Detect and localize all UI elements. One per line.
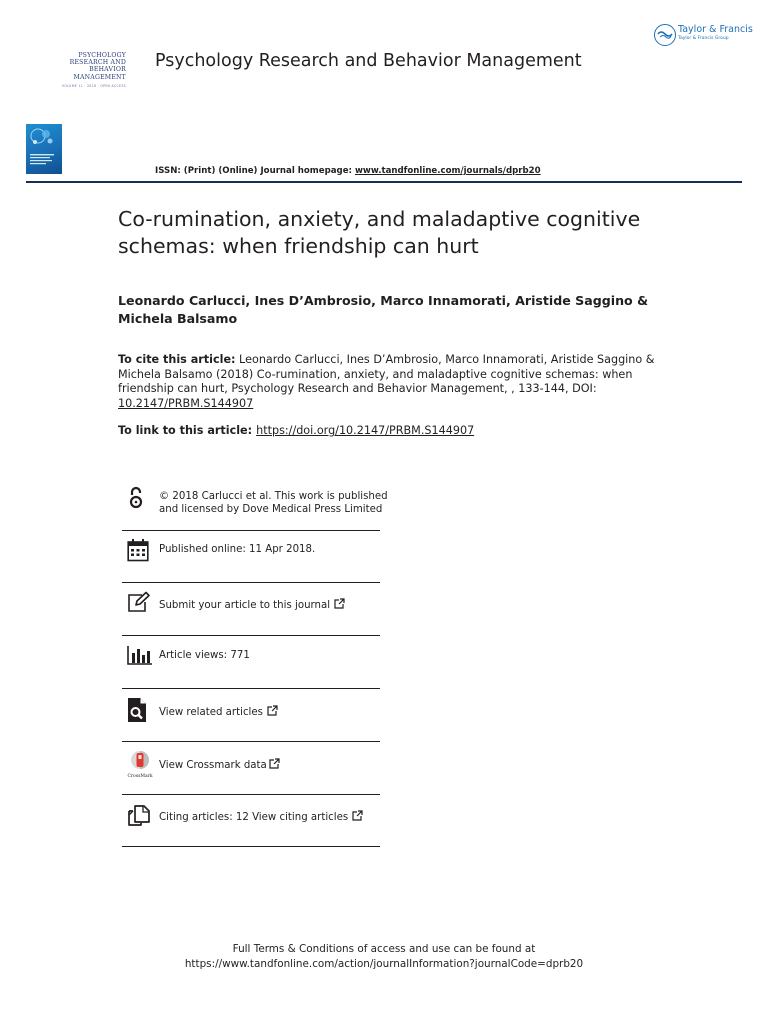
crossmark-logo-text: CrossMark bbox=[127, 774, 153, 779]
issn-line bbox=[155, 166, 541, 176]
meta-divider bbox=[122, 846, 380, 847]
terms-footer bbox=[0, 942, 768, 972]
publisher-group: Taylor & Francis Group bbox=[678, 36, 729, 41]
meta-divider bbox=[122, 582, 380, 583]
citation-doi-link[interactable]: 10.2147/PRBM.S144907 bbox=[118, 396, 254, 410]
article-link-block bbox=[118, 424, 474, 438]
journal-logo-line-3: BEHAVIOR bbox=[89, 66, 126, 74]
crossmark-item[interactable] bbox=[122, 747, 380, 793]
citation-text: Leonardo Carlucci, Ines D’Ambrosio, Marco Innamorati, Aristide Saggino & Michela Balsamo (2018) Co-rumination, anxiety, and maladaptive cognitive schemas: when friendship can hurt, Psychology Research and Behavior Management, , 133-144, DOI: bbox=[118, 353, 655, 395]
meta-divider bbox=[122, 688, 380, 689]
bar-chart-icon bbox=[127, 645, 153, 669]
citation-block bbox=[118, 353, 658, 411]
meta-divider bbox=[122, 530, 380, 531]
open-access-icon bbox=[129, 486, 143, 514]
journal-logo-line-2: RESEARCH AND bbox=[69, 59, 126, 67]
journal-cover-image[interactable] bbox=[26, 124, 62, 174]
footer-terms-link[interactable]: https://www.tandfonline.com/action/journalInformation?journalCode=dprb20 bbox=[184, 958, 584, 970]
journal-logo-line-4: MANAGEMENT bbox=[73, 73, 126, 81]
license-item bbox=[122, 484, 388, 524]
published-date: Published online: 11 Apr 2018. bbox=[159, 544, 316, 555]
external-link-icon bbox=[334, 598, 345, 614]
meta-divider bbox=[122, 794, 380, 795]
calendar-icon bbox=[127, 538, 149, 566]
crossmark-link[interactable]: View Crossmark data bbox=[159, 760, 267, 771]
submit-article-item[interactable] bbox=[122, 588, 380, 632]
article-doi-link[interactable]: https://doi.org/10.2147/PRBM.S144907 bbox=[256, 424, 475, 437]
journal-logo-volume: VOLUME 11 · 2018 · OPEN ACCESS bbox=[61, 83, 126, 88]
related-articles-item[interactable] bbox=[122, 694, 380, 740]
citing-articles-link[interactable]: Citing articles: 12 View citing articles bbox=[159, 812, 349, 823]
submit-article-link[interactable]: Submit your article to this journal bbox=[159, 600, 331, 611]
journal-logo-line-1: PSYCHOLOGY bbox=[78, 52, 126, 59]
header-divider bbox=[26, 181, 742, 183]
edit-icon bbox=[127, 591, 151, 617]
published-item bbox=[122, 536, 380, 580]
publisher-wave-icon bbox=[654, 24, 676, 46]
footer-line-1: Full Terms & Conditions of access and use can be found at bbox=[232, 943, 536, 955]
article-views-count: Article views: 771 bbox=[159, 650, 250, 661]
document-search-icon bbox=[127, 697, 147, 727]
journal-logo bbox=[50, 52, 126, 88]
article-authors: Leonardo Carlucci, Ines D’Ambrosio, Marco Innamorati, Aristide Saggino & Michela Balsamo bbox=[118, 293, 649, 326]
issn-text: ISSN: (Print) (Online) Journal homepage: bbox=[155, 166, 355, 176]
meta-divider bbox=[122, 741, 380, 742]
publisher-name: Taylor & Francis bbox=[678, 24, 753, 35]
article-link-label: To link to this article: bbox=[118, 424, 253, 437]
meta-divider bbox=[122, 635, 380, 636]
external-link-icon bbox=[352, 810, 363, 826]
article-views-item bbox=[122, 641, 380, 685]
external-link-icon bbox=[267, 705, 278, 721]
license-line-1: © 2018 Carlucci et al. This work is published bbox=[159, 491, 388, 502]
citing-articles-item[interactable] bbox=[122, 800, 380, 846]
crossmark-icon bbox=[126, 750, 154, 779]
cover-art-icon bbox=[26, 124, 62, 174]
related-articles-link[interactable]: View related articles bbox=[159, 707, 263, 718]
license-line-2: and licensed by Dove Medical Press Limited bbox=[159, 503, 383, 515]
citation-label: To cite this article: bbox=[118, 353, 236, 366]
journal-homepage-link[interactable]: www.tandfonline.com/journals/dprb20 bbox=[354, 166, 541, 176]
article-title: Co-rumination, anxiety, and maladaptive cognitive schemas: when friendship can hurt bbox=[118, 207, 641, 258]
external-link-icon bbox=[269, 758, 280, 774]
publisher-logo[interactable] bbox=[654, 22, 753, 48]
copy-documents-icon bbox=[127, 803, 151, 831]
journal-title: Psychology Research and Behavior Management bbox=[155, 51, 582, 71]
